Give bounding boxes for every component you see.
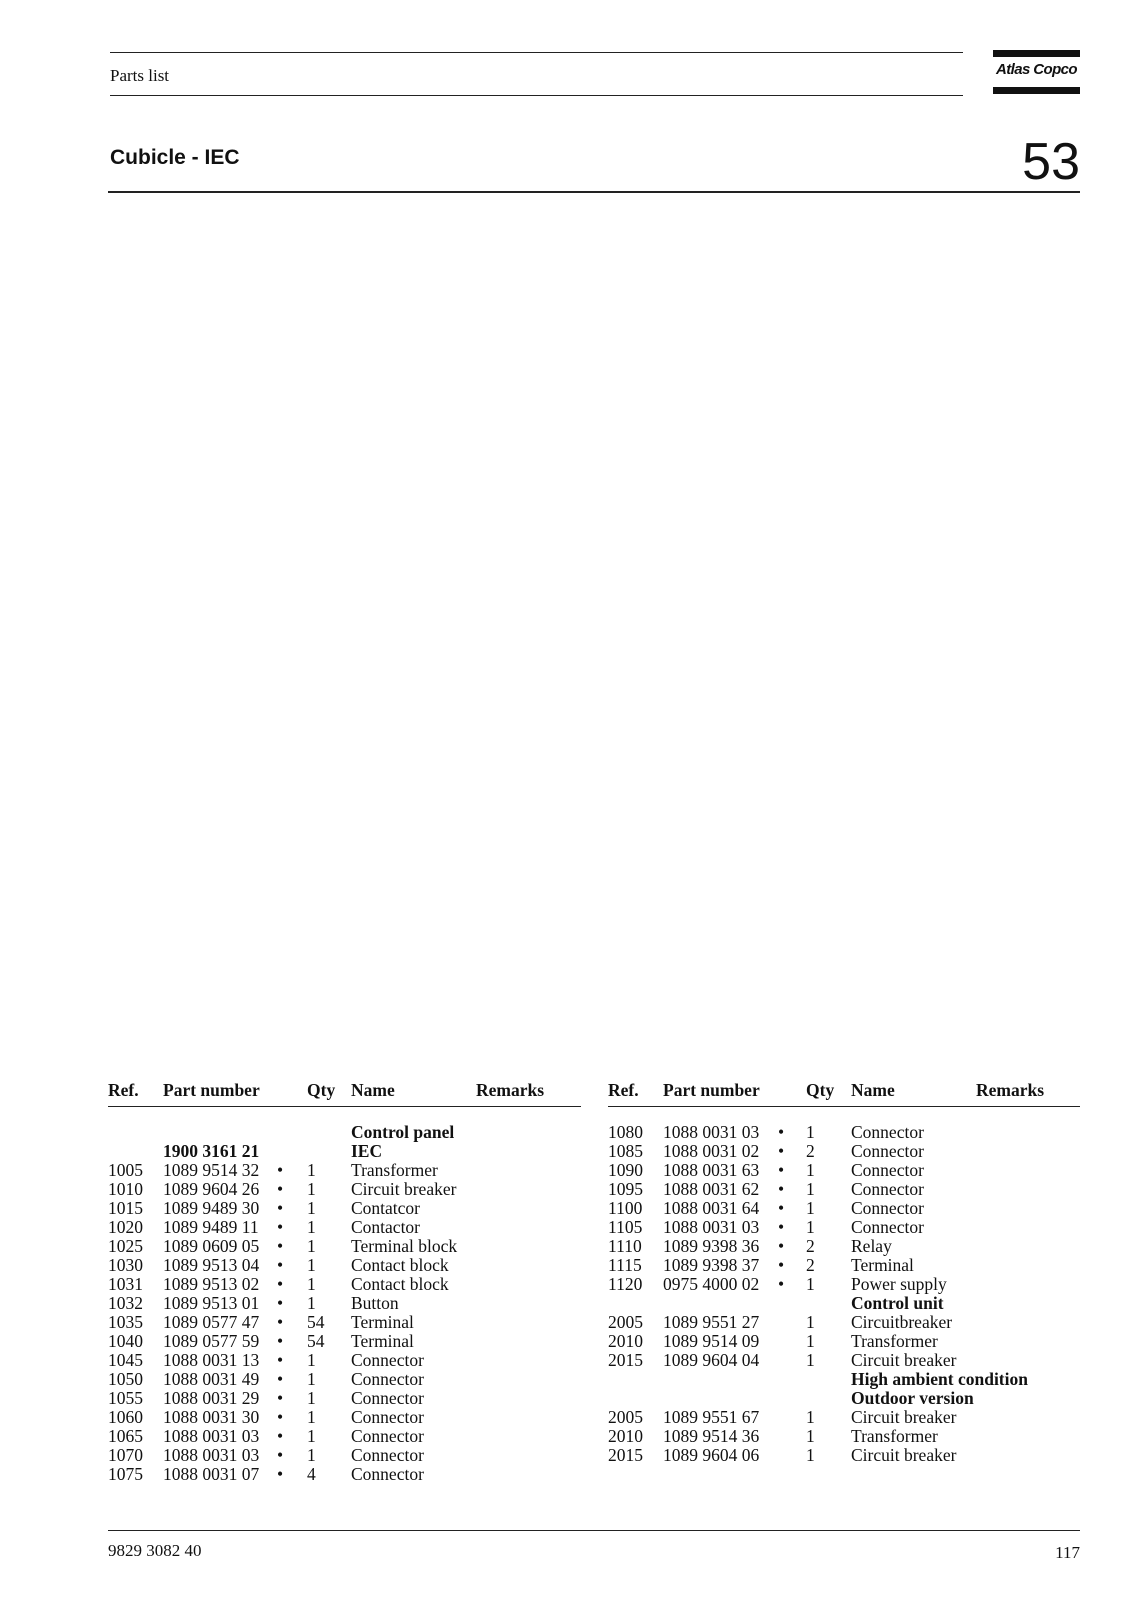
ref-cell: 2015: [608, 1445, 643, 1465]
col-ref-header: Ref.: [608, 1080, 639, 1100]
name-cell: Circuit breaker: [351, 1179, 457, 1199]
bullet-cell: •: [277, 1407, 284, 1427]
qty-cell: 1: [307, 1198, 316, 1218]
bullet-cell: •: [778, 1160, 785, 1180]
ref-cell: 2005: [608, 1312, 643, 1332]
name-cell: Contact block: [351, 1274, 449, 1294]
table-row: [608, 1313, 1080, 1332]
bullet-cell: •: [277, 1179, 284, 1199]
table-row: [608, 1180, 1080, 1199]
table-row: [608, 1389, 1080, 1408]
name-cell: Terminal: [351, 1331, 414, 1351]
table-row: [108, 1123, 581, 1142]
part-number-cell: 1088 0031 03: [663, 1217, 760, 1237]
table-row: [108, 1446, 581, 1465]
bullet-cell: •: [277, 1160, 284, 1180]
table-row: [608, 1256, 1080, 1275]
bullet-cell: •: [277, 1293, 284, 1313]
part-number-cell: 1089 9604 26: [163, 1179, 260, 1199]
bullet-cell: •: [778, 1255, 785, 1275]
bullet-cell: •: [277, 1312, 284, 1332]
part-number-cell: 1089 9514 09: [663, 1331, 760, 1351]
table-row: [108, 1199, 581, 1218]
table-row: [108, 1389, 581, 1408]
part-number-cell: 1089 9398 36: [663, 1236, 760, 1256]
parts-table-left: [108, 1080, 581, 1484]
part-number-cell: 1089 9489 30: [163, 1198, 260, 1218]
name-cell: Control panel: [351, 1122, 455, 1142]
table-header: [108, 1080, 581, 1107]
bullet-cell: •: [277, 1236, 284, 1256]
ref-cell: 1032: [108, 1293, 143, 1313]
ref-cell: 1010: [108, 1179, 143, 1199]
name-cell: Terminal: [351, 1312, 414, 1332]
name-cell: Contactor: [351, 1217, 421, 1237]
ref-cell: 1075: [108, 1464, 143, 1484]
ref-cell: 1030: [108, 1255, 143, 1275]
ref-cell: 2010: [608, 1426, 643, 1446]
ref-cell: 1060: [108, 1407, 143, 1427]
table-row: [608, 1294, 1080, 1313]
table-row: [608, 1275, 1080, 1294]
part-number-cell: 1088 0031 03: [163, 1445, 260, 1465]
bullet-cell: •: [277, 1217, 284, 1237]
qty-cell: 1: [806, 1350, 815, 1370]
table-row: [108, 1351, 581, 1370]
table-row: [108, 1313, 581, 1332]
qty-cell: 1: [307, 1369, 316, 1389]
bullet-cell: •: [778, 1217, 785, 1237]
bullet-cell: •: [778, 1198, 785, 1218]
ref-cell: 1020: [108, 1217, 143, 1237]
table-row: [608, 1161, 1080, 1180]
bullet-cell: •: [277, 1255, 284, 1275]
name-cell: Connector: [851, 1160, 924, 1180]
name-cell: Connector: [351, 1464, 424, 1484]
qty-cell: 1: [806, 1312, 815, 1332]
qty-cell: 1: [806, 1160, 815, 1180]
qty-cell: 1: [307, 1350, 316, 1370]
ref-cell: 2010: [608, 1331, 643, 1351]
ref-cell: 1085: [608, 1141, 643, 1161]
ref-cell: 1050: [108, 1369, 143, 1389]
page-number: 117: [1055, 1543, 1080, 1562]
qty-cell: 4: [307, 1464, 316, 1484]
ref-cell: 1105: [608, 1217, 643, 1237]
atlas-copco-logo: [993, 50, 1080, 94]
name-cell: Contact block: [351, 1255, 449, 1275]
table-row: [108, 1142, 581, 1161]
col-name-header: Name: [851, 1080, 895, 1100]
table-row: [108, 1408, 581, 1427]
table-row: [108, 1218, 581, 1237]
ref-cell: 1095: [608, 1179, 643, 1199]
name-cell: IEC: [351, 1141, 383, 1161]
table-row: [608, 1218, 1080, 1237]
col-qty-header: Qty: [806, 1080, 835, 1100]
ref-cell: 1055: [108, 1388, 143, 1408]
qty-cell: 1: [307, 1426, 316, 1446]
qty-cell: 1: [806, 1407, 815, 1427]
bullet-cell: •: [277, 1388, 284, 1408]
bullet-cell: •: [277, 1445, 284, 1465]
ref-cell: 1090: [608, 1160, 643, 1180]
name-cell: Outdoor version: [851, 1388, 974, 1408]
name-cell: Connector: [351, 1388, 424, 1408]
ref-cell: 1015: [108, 1198, 143, 1218]
qty-cell: 2: [806, 1236, 815, 1256]
col-remarks-header: Remarks: [976, 1080, 1045, 1100]
qty-cell: 1: [307, 1255, 316, 1275]
part-number-cell: 0975 4000 02: [663, 1274, 760, 1294]
qty-cell: 1: [307, 1388, 316, 1408]
qty-cell: 1: [806, 1331, 815, 1351]
qty-cell: 1: [307, 1217, 316, 1237]
part-number-cell: 1089 0609 05: [163, 1236, 260, 1256]
name-cell: Control unit: [851, 1293, 944, 1313]
table-row: [108, 1294, 581, 1313]
name-cell: Connector: [851, 1198, 924, 1218]
part-number-cell: 1089 9513 04: [163, 1255, 260, 1275]
name-cell: Connector: [851, 1217, 924, 1237]
logo-bar-top: [993, 50, 1080, 57]
part-number-cell: 1089 0577 47: [163, 1312, 260, 1332]
table-row: [608, 1237, 1080, 1256]
ref-cell: 1110: [608, 1236, 642, 1256]
part-number-cell: 1088 0031 30: [163, 1407, 260, 1427]
table-row: [108, 1427, 581, 1446]
part-number-cell: 1088 0031 13: [163, 1350, 260, 1370]
part-number-cell: 1089 9551 27: [663, 1312, 760, 1332]
qty-cell: 2: [806, 1255, 815, 1275]
part-number-cell: 1089 0577 59: [163, 1331, 260, 1351]
qty-cell: 1: [806, 1445, 815, 1465]
bullet-cell: •: [277, 1369, 284, 1389]
name-cell: High ambient condition: [851, 1369, 1028, 1389]
col-remarks-header: Remarks: [476, 1080, 545, 1100]
name-cell: Connector: [851, 1179, 924, 1199]
qty-cell: 1: [806, 1198, 815, 1218]
page-title: Cubicle - IEC: [110, 146, 240, 169]
ref-cell: 1115: [608, 1255, 642, 1275]
table-row: [108, 1237, 581, 1256]
bullet-cell: •: [277, 1198, 284, 1218]
col-qty-header: Qty: [307, 1080, 336, 1100]
ref-cell: 1100: [608, 1198, 643, 1218]
table-row: [108, 1465, 581, 1484]
name-cell: Connector: [351, 1407, 424, 1427]
qty-cell: 1: [307, 1160, 316, 1180]
col-part-number-header: Part number: [663, 1080, 760, 1100]
bullet-cell: •: [277, 1350, 284, 1370]
qty-cell: 1: [806, 1122, 815, 1142]
name-cell: Circuit breaker: [851, 1445, 957, 1465]
header-rule-top: [110, 52, 963, 53]
table-row: [108, 1332, 581, 1351]
ref-cell: 1025: [108, 1236, 143, 1256]
table-row: [608, 1332, 1080, 1351]
logo-text: Atlas Copco: [996, 61, 1077, 78]
qty-cell: 1: [307, 1293, 316, 1313]
name-cell: Contatcor: [351, 1198, 421, 1218]
title-rule: [108, 191, 1080, 193]
table-row: [108, 1370, 581, 1389]
table-row: [608, 1408, 1080, 1427]
name-cell: Connector: [351, 1350, 424, 1370]
ref-cell: 1035: [108, 1312, 143, 1332]
qty-cell: 1: [806, 1179, 815, 1199]
ref-cell: 2015: [608, 1350, 643, 1370]
table-row: [108, 1275, 581, 1294]
part-number-cell: 1088 0031 07: [163, 1464, 260, 1484]
qty-cell: 54: [307, 1331, 325, 1351]
table-header: [608, 1080, 1080, 1107]
table-row: [608, 1446, 1080, 1465]
qty-cell: 1: [307, 1179, 316, 1199]
part-number-cell: 1088 0031 02: [663, 1141, 760, 1161]
name-cell: Terminal: [851, 1255, 914, 1275]
ref-cell: 1031: [108, 1274, 143, 1294]
document-number: 9829 3082 40: [108, 1541, 202, 1560]
name-cell: Circuitbreaker: [851, 1312, 953, 1332]
ref-cell: 2005: [608, 1407, 643, 1427]
table-row: [108, 1180, 581, 1199]
part-number-cell: 1088 0031 49: [163, 1369, 260, 1389]
table-row: [608, 1351, 1080, 1370]
table-row: [608, 1427, 1080, 1446]
name-cell: Connector: [351, 1426, 424, 1446]
table-row: [608, 1199, 1080, 1218]
bullet-cell: •: [778, 1141, 785, 1161]
name-cell: Circuit breaker: [851, 1407, 957, 1427]
ref-cell: 1080: [608, 1122, 643, 1142]
bullet-cell: •: [277, 1331, 284, 1351]
parts-table-right: [608, 1080, 1080, 1465]
part-number-cell: 1089 9489 11: [163, 1217, 259, 1237]
qty-cell: 1: [307, 1236, 316, 1256]
part-number-cell: 1089 9551 67: [663, 1407, 760, 1427]
part-number-cell: 1089 9513 02: [163, 1274, 260, 1294]
ref-cell: 1070: [108, 1445, 143, 1465]
table-row: [608, 1142, 1080, 1161]
ref-cell: 1120: [608, 1274, 643, 1294]
header-rule-bottom: [110, 95, 963, 96]
ref-cell: 1040: [108, 1331, 143, 1351]
bullet-cell: •: [778, 1236, 785, 1256]
part-number-cell: 1088 0031 03: [163, 1426, 260, 1446]
bullet-cell: •: [778, 1179, 785, 1199]
name-cell: Terminal block: [351, 1236, 458, 1256]
ref-cell: 1005: [108, 1160, 143, 1180]
name-cell: Button: [351, 1293, 399, 1313]
part-number-cell: 1089 9604 04: [663, 1350, 760, 1370]
name-cell: Connector: [851, 1122, 924, 1142]
name-cell: Relay: [851, 1236, 892, 1256]
qty-cell: 1: [806, 1217, 815, 1237]
ref-cell: 1065: [108, 1426, 143, 1446]
name-cell: Transformer: [351, 1160, 438, 1180]
ref-cell: 1045: [108, 1350, 143, 1370]
name-cell: Power supply: [851, 1274, 947, 1294]
part-number-cell: 1089 9513 01: [163, 1293, 260, 1313]
table-row: [108, 1161, 581, 1180]
part-number-cell: 1089 9604 06: [663, 1445, 760, 1465]
part-number-cell: 1088 0031 64: [663, 1198, 760, 1218]
name-cell: Transformer: [851, 1331, 938, 1351]
part-number-cell: 1088 0031 63: [663, 1160, 760, 1180]
name-cell: Connector: [851, 1141, 924, 1161]
part-number-cell: 1088 0031 29: [163, 1388, 260, 1408]
qty-cell: 1: [806, 1274, 815, 1294]
qty-cell: 1: [307, 1407, 316, 1427]
section-label: Parts list: [110, 66, 170, 85]
part-number-cell: 1900 3161 21: [163, 1141, 260, 1161]
qty-cell: 1: [806, 1426, 815, 1446]
part-number-cell: 1089 9514 32: [163, 1160, 260, 1180]
table-row: [608, 1123, 1080, 1142]
part-number-cell: 1088 0031 03: [663, 1122, 760, 1142]
part-number-cell: 1088 0031 62: [663, 1179, 760, 1199]
table-body: [608, 1123, 1080, 1465]
logo-bar-bottom: [993, 87, 1080, 94]
name-cell: Connector: [351, 1445, 424, 1465]
bullet-cell: •: [277, 1426, 284, 1446]
bullet-cell: •: [778, 1122, 785, 1142]
bullet-cell: •: [778, 1274, 785, 1294]
col-part-number-header: Part number: [163, 1080, 260, 1100]
bullet-cell: •: [277, 1464, 284, 1484]
qty-cell: 2: [806, 1141, 815, 1161]
part-number-cell: 1089 9514 36: [663, 1426, 760, 1446]
table-row: [108, 1256, 581, 1275]
qty-cell: 54: [307, 1312, 325, 1332]
table-row: [608, 1370, 1080, 1389]
name-cell: Transformer: [851, 1426, 938, 1446]
part-number-cell: 1089 9398 37: [663, 1255, 760, 1275]
qty-cell: 1: [307, 1274, 316, 1294]
bullet-cell: •: [277, 1274, 284, 1294]
name-cell: Circuit breaker: [851, 1350, 957, 1370]
col-ref-header: Ref.: [108, 1080, 139, 1100]
name-cell: Connector: [351, 1369, 424, 1389]
chapter-number: 53: [1022, 133, 1080, 191]
qty-cell: 1: [307, 1445, 316, 1465]
footer-rule: [108, 1530, 1080, 1531]
col-name-header: Name: [351, 1080, 395, 1100]
table-body: [108, 1123, 581, 1484]
